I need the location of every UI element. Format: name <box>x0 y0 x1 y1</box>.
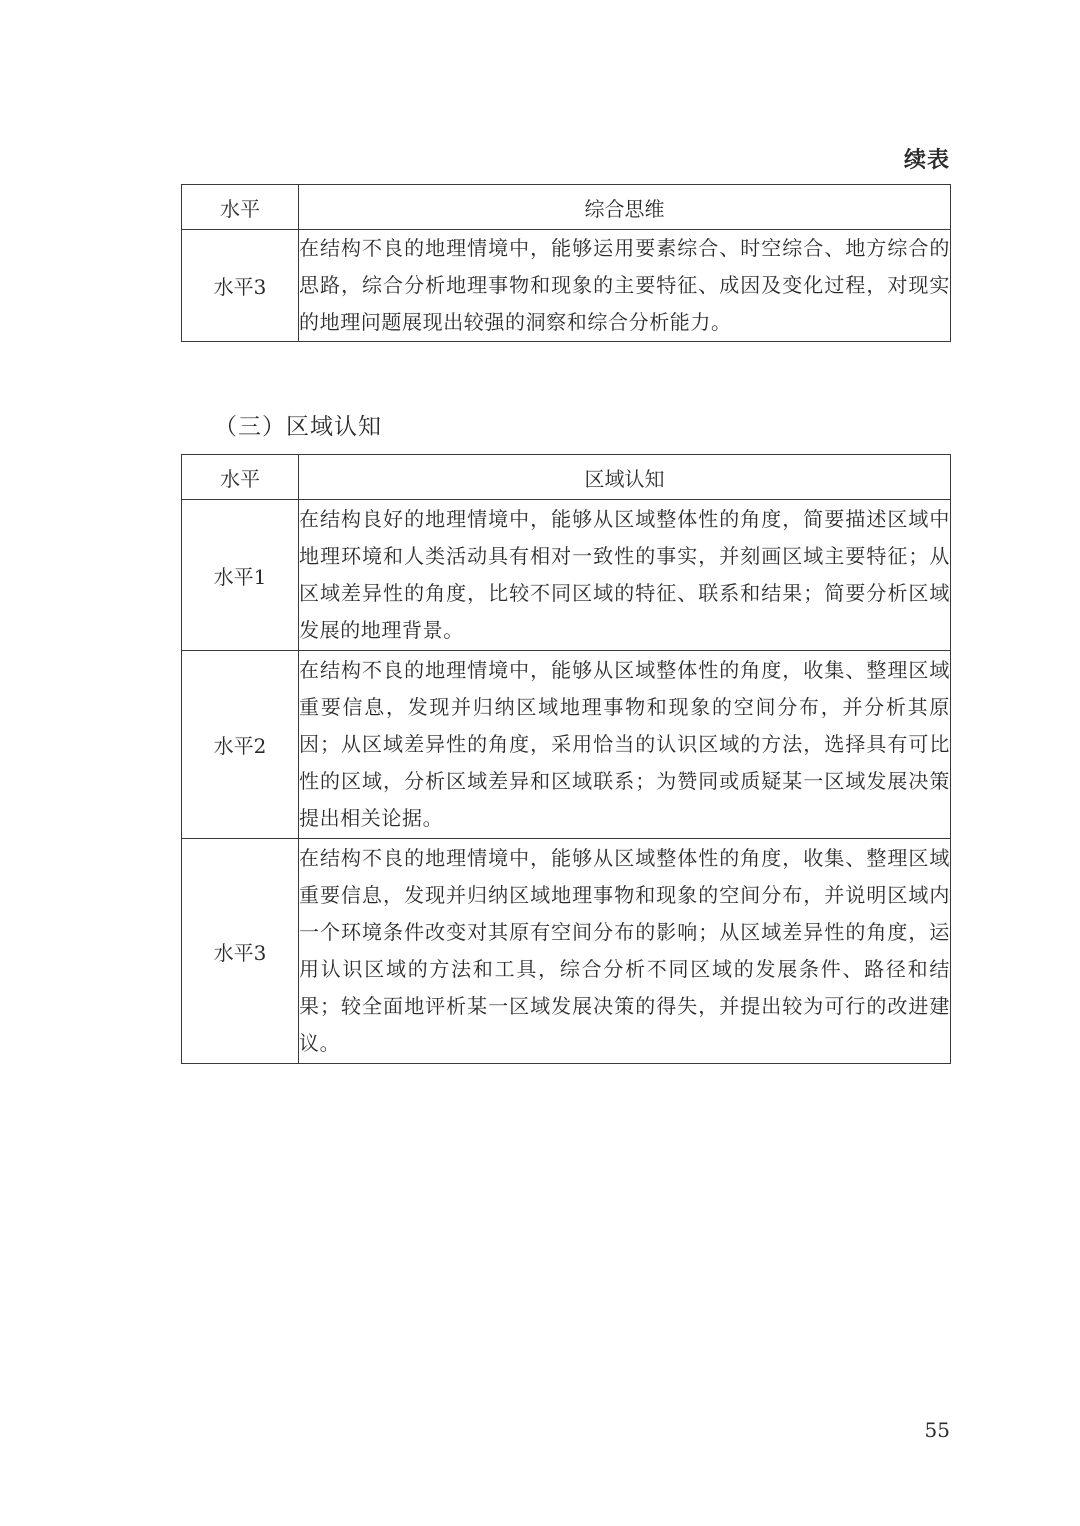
table-row <box>182 839 951 1064</box>
table-row <box>182 651 951 839</box>
continued-table-label: 续表 <box>903 147 950 173</box>
comprehensive-thinking-column-header: 综合思维 <box>299 185 951 230</box>
comprehensive-thinking-table <box>181 184 951 342</box>
table-row <box>182 230 951 342</box>
regional-cognition-table <box>181 454 951 1064</box>
description-cell: 在结构不良的地理情境中，能够运用要素综合、时空综合、地方综合的思路，综合分析地理事物和现象的主要特征、成因及变化过程，对现实的地理问题展现出较强的洞察和综合分析能力。 <box>299 230 951 342</box>
table-header-row <box>182 455 951 500</box>
level-cell: 水平2 <box>182 651 299 839</box>
description-cell: 在结构不良的地理情境中，能够从区域整体性的角度，收集、整理区域重要信息，发现并归纳区域地理事物和现象的空间分布，并分析其原因；从区域差异性的角度，采用恰当的认识区域的方法，选择具有可比性的区域，分析区域差异和区域联系；为赞同或质疑某一区域发展决策提出相关论据。 <box>299 651 951 839</box>
table-header-row <box>182 185 951 230</box>
description-cell: 在结构良好的地理情境中，能够从区域整体性的角度，简要描述区域中地理环境和人类活动具有相对一致性的事实，并刻画区域主要特征；从区域差异性的角度，比较不同区域的特征、联系和结果；简要分析区域发展的地理背景。 <box>299 500 951 651</box>
level-column-header: 水平 <box>182 455 299 500</box>
description-cell: 在结构不良的地理情境中，能够从区域整体性的角度，收集、整理区域重要信息，发现并归纳区域地理事物和现象的空间分布，并说明区域内一个环境条件改变对其原有空间分布的影响；从区域差异性的角度，运用认识区域的方法和工具，综合分析不同区域的发展条件、路径和结果；较全面地评析某一区域发展决策的得失，并提出较为可行的改进建议。 <box>299 839 951 1064</box>
regional-cognition-column-header: 区域认知 <box>299 455 951 500</box>
table-row <box>182 500 951 651</box>
page-number: 55 <box>924 1418 950 1442</box>
section-heading: （三）区域认知 <box>214 414 382 440</box>
level-cell: 水平3 <box>182 839 299 1064</box>
level-column-header: 水平 <box>182 185 299 230</box>
level-cell: 水平3 <box>182 230 299 342</box>
level-cell: 水平1 <box>182 500 299 651</box>
